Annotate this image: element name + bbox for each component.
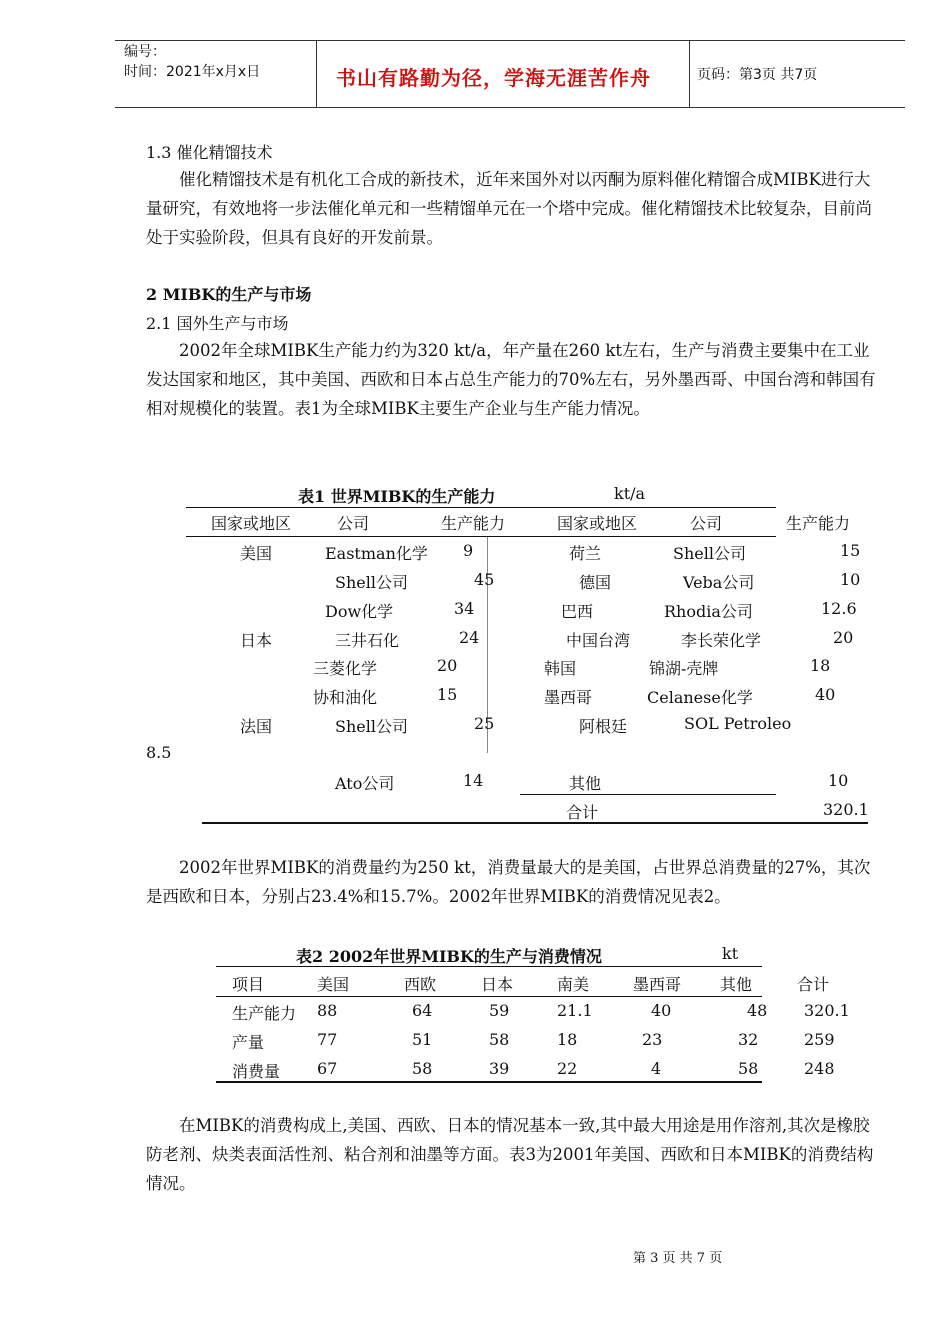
table-1-left-company: 三井石化 bbox=[335, 631, 400, 650]
table-1-total-value: 320.1 bbox=[823, 800, 869, 819]
table-1-header-capacity-2: 生产能力 bbox=[786, 514, 851, 533]
page-footer: 第 3 页 共 7 页 bbox=[633, 1251, 723, 1266]
table-2-cell: 22 bbox=[557, 1059, 578, 1078]
table-1-unit: kt/a bbox=[614, 484, 646, 503]
table-1-right-capacity: 8.5 bbox=[146, 743, 172, 762]
header-page-number: 页码：第3页 共7页 bbox=[697, 67, 818, 83]
header-divider-left bbox=[316, 40, 317, 107]
table-1-header-company-2: 公司 bbox=[690, 514, 723, 533]
table-1-left-capacity: 14 bbox=[463, 771, 484, 790]
table-1-right-capacity: 15 bbox=[840, 541, 861, 560]
table-2-cell: 320.1 bbox=[804, 1001, 850, 1020]
table-2-cell: 248 bbox=[804, 1059, 835, 1078]
table-1-left-company: Ato公司 bbox=[335, 774, 395, 793]
table-1-right-capacity: 18 bbox=[810, 656, 831, 675]
table-1-bottom-rule bbox=[202, 822, 868, 824]
table-2-header-us: 美国 bbox=[317, 975, 350, 994]
header-bottom-rule bbox=[115, 107, 905, 108]
header-time: 时间：2021年x月x日 bbox=[124, 64, 261, 80]
header-divider-right bbox=[689, 40, 690, 107]
section-1-3-paragraph: 催化精馏技术是有机化工合成的新技术，近年来国外对以丙酮为原料催化精馏合成MIBK进行大量研究，有效地将一步法催化单元和一些精馏单元在一个塔中完成。催化精馏技术比较复杂，目前尚处于实验阶段，但具有良好的开发前景。 bbox=[146, 170, 872, 247]
table-1-right-company: 锦湖-壳牌 bbox=[649, 659, 719, 678]
table-1-right-capacity: 10 bbox=[840, 570, 861, 589]
table-1-left-capacity: 9 bbox=[463, 541, 474, 560]
section-2-paragraph-2: 2002年世界MIBK的消费量约为250 kt，消费量最大的是美国，占世界总消费量的27%，其次是西欧和日本，分别占23.4%和15.7%。2002年世界MIBK的消费情况见表2。 bbox=[146, 858, 871, 906]
table-2-cell: 58 bbox=[412, 1059, 433, 1078]
table-2-cell: 21.1 bbox=[557, 1001, 593, 1020]
table-2-cell: 64 bbox=[412, 1001, 433, 1020]
table-2-cell: 39 bbox=[489, 1059, 510, 1078]
table-1-left-company: Dow化学 bbox=[325, 602, 394, 621]
table-2-cell: 23 bbox=[642, 1030, 663, 1049]
table-1-left-region: 法国 bbox=[240, 717, 273, 736]
table-1-header-company: 公司 bbox=[337, 514, 370, 533]
table-2-cell: 67 bbox=[317, 1059, 338, 1078]
table-1-left-region: 日本 bbox=[240, 631, 273, 650]
table-1-right-region: 其他 bbox=[569, 774, 602, 793]
table-1-right-region: 中国台湾 bbox=[566, 631, 631, 650]
table-2-cell: 4 bbox=[651, 1059, 662, 1078]
table-2-header-total: 合计 bbox=[797, 975, 830, 994]
header-motto: 书山有路勤为径，学海无涯苦作舟 bbox=[336, 66, 651, 90]
table-1-right-capacity: 20 bbox=[833, 628, 854, 647]
table-1-title: 表1 世界MIBK的生产能力 bbox=[298, 487, 496, 506]
table-2-cell: 58 bbox=[489, 1030, 510, 1049]
section-2-1-heading: 2.1 国外生产与市场 bbox=[146, 314, 289, 333]
table-1-right-company: SOL Petroleo bbox=[684, 714, 792, 733]
table-1-header-region: 国家或地区 bbox=[211, 514, 292, 533]
table-2-cell: 48 bbox=[747, 1001, 768, 1020]
table-2-header-mexico: 墨西哥 bbox=[633, 975, 682, 994]
table-1-right-region: 荷兰 bbox=[569, 544, 602, 563]
table-1-header-region-2: 国家或地区 bbox=[557, 514, 638, 533]
table-2-cell: 59 bbox=[489, 1001, 510, 1020]
table-1-right-capacity: 40 bbox=[815, 685, 836, 704]
table-1-left-capacity: 15 bbox=[437, 685, 458, 704]
table-2-header-south-america: 南美 bbox=[557, 975, 590, 994]
table-2-cell: 18 bbox=[557, 1030, 578, 1049]
table-1-left-company: Shell公司 bbox=[335, 717, 408, 736]
table-2-header-other: 其他 bbox=[720, 975, 753, 994]
section-2-paragraph-3: 在MIBK的消费构成上,美国、西欧、日本的情况基本一致,其中最大用途是用作溶剂,其次是橡胶防老剂、炔类表面活性剂、粘合剂和油墨等方面。表3为2001年美国、西欧和日本MIBK的消费结构情况。 bbox=[146, 1116, 874, 1193]
table-2-top-rule bbox=[216, 966, 762, 967]
table-2-unit: kt bbox=[722, 944, 739, 963]
table-1-right-region: 巴西 bbox=[561, 602, 594, 621]
table-1-right-company: Shell公司 bbox=[673, 544, 746, 563]
table-2-header-item: 项目 bbox=[232, 975, 265, 994]
table-1-left-capacity: 45 bbox=[474, 570, 495, 589]
table-1-header-rule bbox=[186, 536, 776, 537]
table-1-header-capacity: 生产能力 bbox=[441, 514, 506, 533]
table-1-total-label: 合计 bbox=[566, 803, 599, 822]
section-1-3-heading: 1.3 催化精馏技术 bbox=[146, 143, 273, 162]
table-2-cell: 58 bbox=[738, 1059, 759, 1078]
table-1-right-region: 墨西哥 bbox=[544, 688, 593, 707]
table-2-header-west-europe: 西欧 bbox=[404, 975, 437, 994]
header-top-rule bbox=[115, 40, 905, 41]
table-1-right-company: Rhodia公司 bbox=[664, 602, 753, 621]
table-1-right-region: 韩国 bbox=[544, 659, 577, 678]
table-1-right-region: 德国 bbox=[579, 573, 612, 592]
table-1-left-capacity: 24 bbox=[459, 628, 480, 647]
table-1-right-company: Celanese化学 bbox=[647, 688, 753, 707]
section-2-paragraph-1: 2002年全球MIBK生产能力约为320 kt/a，年产量在260 kt左右，生产与消费主要集中在工业发达国家和地区，其中美国、西欧和日本占总生产能力的70%左右，另外墨西哥、中国台湾和韩国有相对规模化的装置。表1为全球MIBK主要生产企业与生产能力情况。 bbox=[146, 341, 876, 418]
table-1-right-company: 李长荣化学 bbox=[681, 631, 762, 650]
section-2-heading: 2 MIBK的生产与市场 bbox=[146, 285, 312, 304]
table-1-left-region: 美国 bbox=[240, 544, 273, 563]
table-2-bottom-rule bbox=[216, 1081, 762, 1083]
table-2-cell: 77 bbox=[317, 1030, 338, 1049]
header-serial: 编号： bbox=[124, 44, 166, 60]
table-1-left-company: 三菱化学 bbox=[313, 659, 378, 678]
table-1-right-company: Veba公司 bbox=[683, 573, 755, 592]
table-1-right-capacity: 10 bbox=[828, 771, 849, 790]
table-2-cell: 259 bbox=[804, 1030, 835, 1049]
table-1-left-capacity: 20 bbox=[437, 656, 458, 675]
table-2-title: 表2 2002年世界MIBK的生产与消费情况 bbox=[296, 947, 602, 966]
table-1-top-rule bbox=[186, 507, 776, 508]
table-2-cell: 产量 bbox=[232, 1033, 265, 1052]
table-2-cell: 51 bbox=[412, 1030, 433, 1049]
table-2-cell: 40 bbox=[651, 1001, 672, 1020]
table-2-cell: 生产能力 bbox=[232, 1004, 297, 1023]
table-2-header-japan: 日本 bbox=[481, 975, 514, 994]
table-1-left-company: Eastman化学 bbox=[325, 544, 428, 563]
table-1-left-capacity: 34 bbox=[454, 599, 475, 618]
table-1-right-capacity: 12.6 bbox=[821, 599, 857, 618]
table-2-cell: 消费量 bbox=[232, 1062, 281, 1081]
table-1-total-rule bbox=[520, 794, 776, 795]
table-1-left-company: Shell公司 bbox=[335, 573, 408, 592]
table-1-right-region: 阿根廷 bbox=[579, 717, 628, 736]
table-2-header-rule bbox=[216, 996, 762, 997]
table-2-cell: 88 bbox=[317, 1001, 338, 1020]
table-1-left-company: 协和油化 bbox=[313, 688, 378, 707]
table-1-left-capacity: 25 bbox=[474, 714, 495, 733]
table-2-cell: 32 bbox=[738, 1030, 759, 1049]
